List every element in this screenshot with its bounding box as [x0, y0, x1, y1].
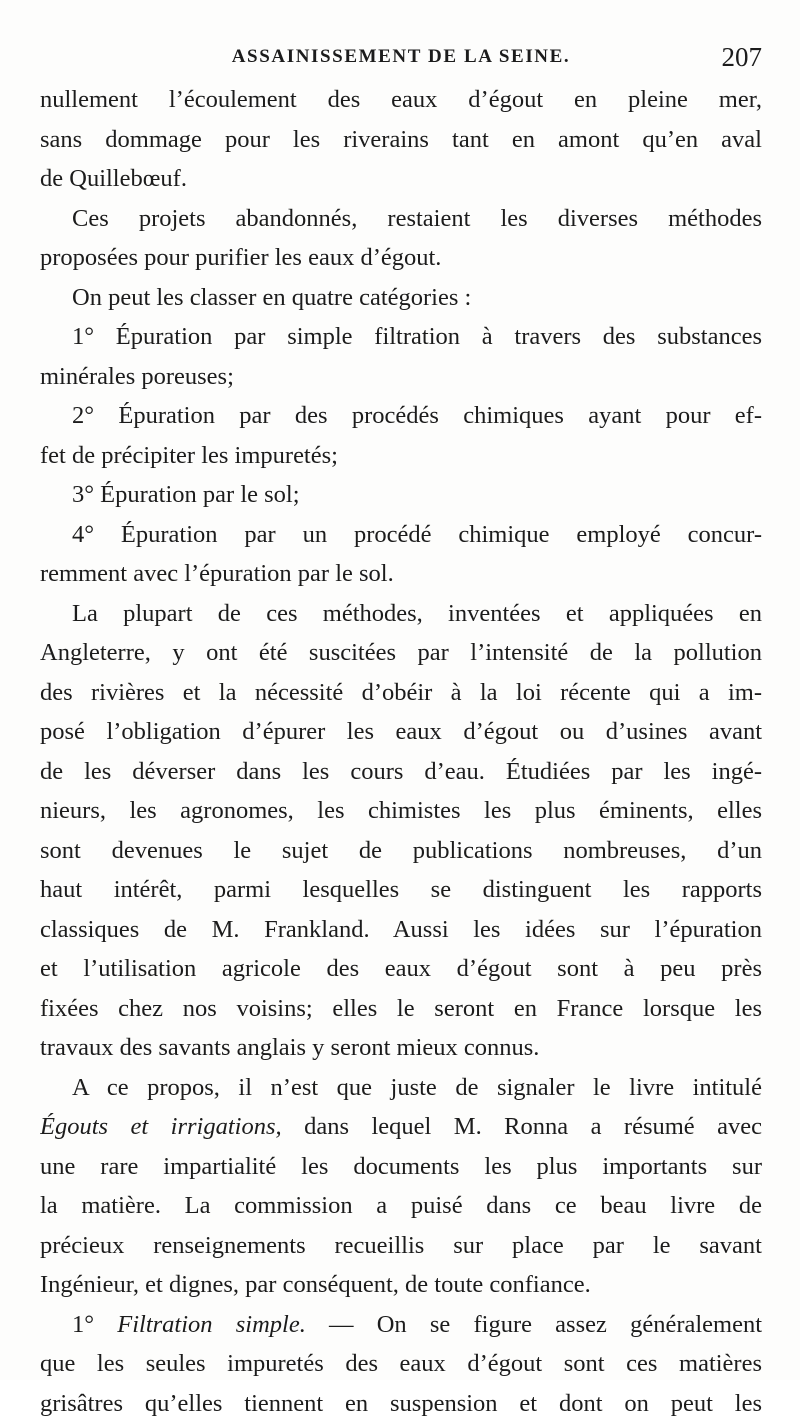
- text-line: la matière. La commission a puisé dans ce beau livre de: [40, 1186, 762, 1226]
- text-line: de les déverser dans les cours d’eau. Étudiées par les ingé-: [40, 752, 762, 792]
- text-line: sans dommage pour les riverains tant en amont qu’en aval: [40, 120, 762, 160]
- text-line: Angleterre, y ont été suscitées par l’intensité de la pollution: [40, 633, 762, 673]
- filtration-rest: — On se figure assez généralement: [329, 1311, 762, 1338]
- text-line: sont devenues le sujet de publications nombreuses, d’un: [40, 831, 762, 871]
- text-line: travaux des savants anglais y seront mieux connus.: [40, 1028, 762, 1068]
- text-line: 4° Épuration par un procédé chimique employé concur-: [40, 515, 762, 555]
- text-line: une rare impartialité les documents les plus importants sur: [40, 1147, 762, 1187]
- text-line: haut intérêt, parmi lesquelles se distinguent les rapports: [40, 870, 762, 910]
- text-line: fixées chez nos voisins; elles le seront en France lorsque les: [40, 989, 762, 1029]
- text-line: 1° Épuration par simple filtration à travers des substances: [40, 317, 762, 357]
- text-line: proposées pour purifier les eaux d’égout.: [40, 238, 762, 278]
- text-line: posé l’obligation d’épurer les eaux d’égout ou d’usines avant: [40, 712, 762, 752]
- text-line: que les seules impuretés des eaux d’égout sont ces matières: [40, 1344, 762, 1384]
- page-number: 207: [722, 42, 763, 73]
- text-line: précieux renseignements recueillis sur place par le savant: [40, 1226, 762, 1266]
- running-head: [40, 42, 762, 76]
- text-line: grisâtres qu’elles tiennent en suspension et dont on peut les: [40, 1384, 762, 1423]
- text-line: A ce propos, il n’est que juste de signaler le livre intitulé: [40, 1068, 762, 1108]
- filtration-number: 1°: [72, 1311, 94, 1338]
- running-title: ASSAINISSEMENT DE LA SEINE.: [40, 46, 762, 68]
- book-title: Égouts et irrigations,: [40, 1113, 282, 1140]
- filtration-heading: Filtration simple.: [117, 1311, 306, 1338]
- text-line-book-title: [40, 1107, 762, 1147]
- text-line-filtration-heading: [40, 1305, 762, 1345]
- body-text: [40, 80, 762, 1423]
- text-line: Ces projets abandonnés, restaient les diverses méthodes: [40, 199, 762, 239]
- book-title-rest: dans lequel M. Ronna a résumé avec: [304, 1113, 762, 1140]
- text-line: nullement l’écoulement des eaux d’égout en pleine mer,: [40, 80, 762, 120]
- text-line: et l’utilisation agricole des eaux d’égout sont à peu près: [40, 949, 762, 989]
- text-line: classiques de M. Frankland. Aussi les idées sur l’épuration: [40, 910, 762, 950]
- text-line: minérales poreuses;: [40, 357, 762, 397]
- text-line: des rivières et la nécessité d’obéir à la loi récente qui a im-: [40, 673, 762, 713]
- text-line: de Quillebœuf.: [40, 159, 762, 199]
- text-line: fet de précipiter les impuretés;: [40, 436, 762, 476]
- text-line: Ingénieur, et dignes, par conséquent, de toute confiance.: [40, 1265, 762, 1305]
- text-line: On peut les classer en quatre catégories :: [40, 278, 762, 318]
- text-line: La plupart de ces méthodes, inventées et appliquées en: [40, 594, 762, 634]
- text-line: nieurs, les agronomes, les chimistes les plus éminents, elles: [40, 791, 762, 831]
- text-line: 2° Épuration par des procédés chimiques ayant pour ef-: [40, 396, 762, 436]
- text-line: 3° Épuration par le sol;: [40, 475, 762, 515]
- text-line: remment avec l’épuration par le sol.: [40, 554, 762, 594]
